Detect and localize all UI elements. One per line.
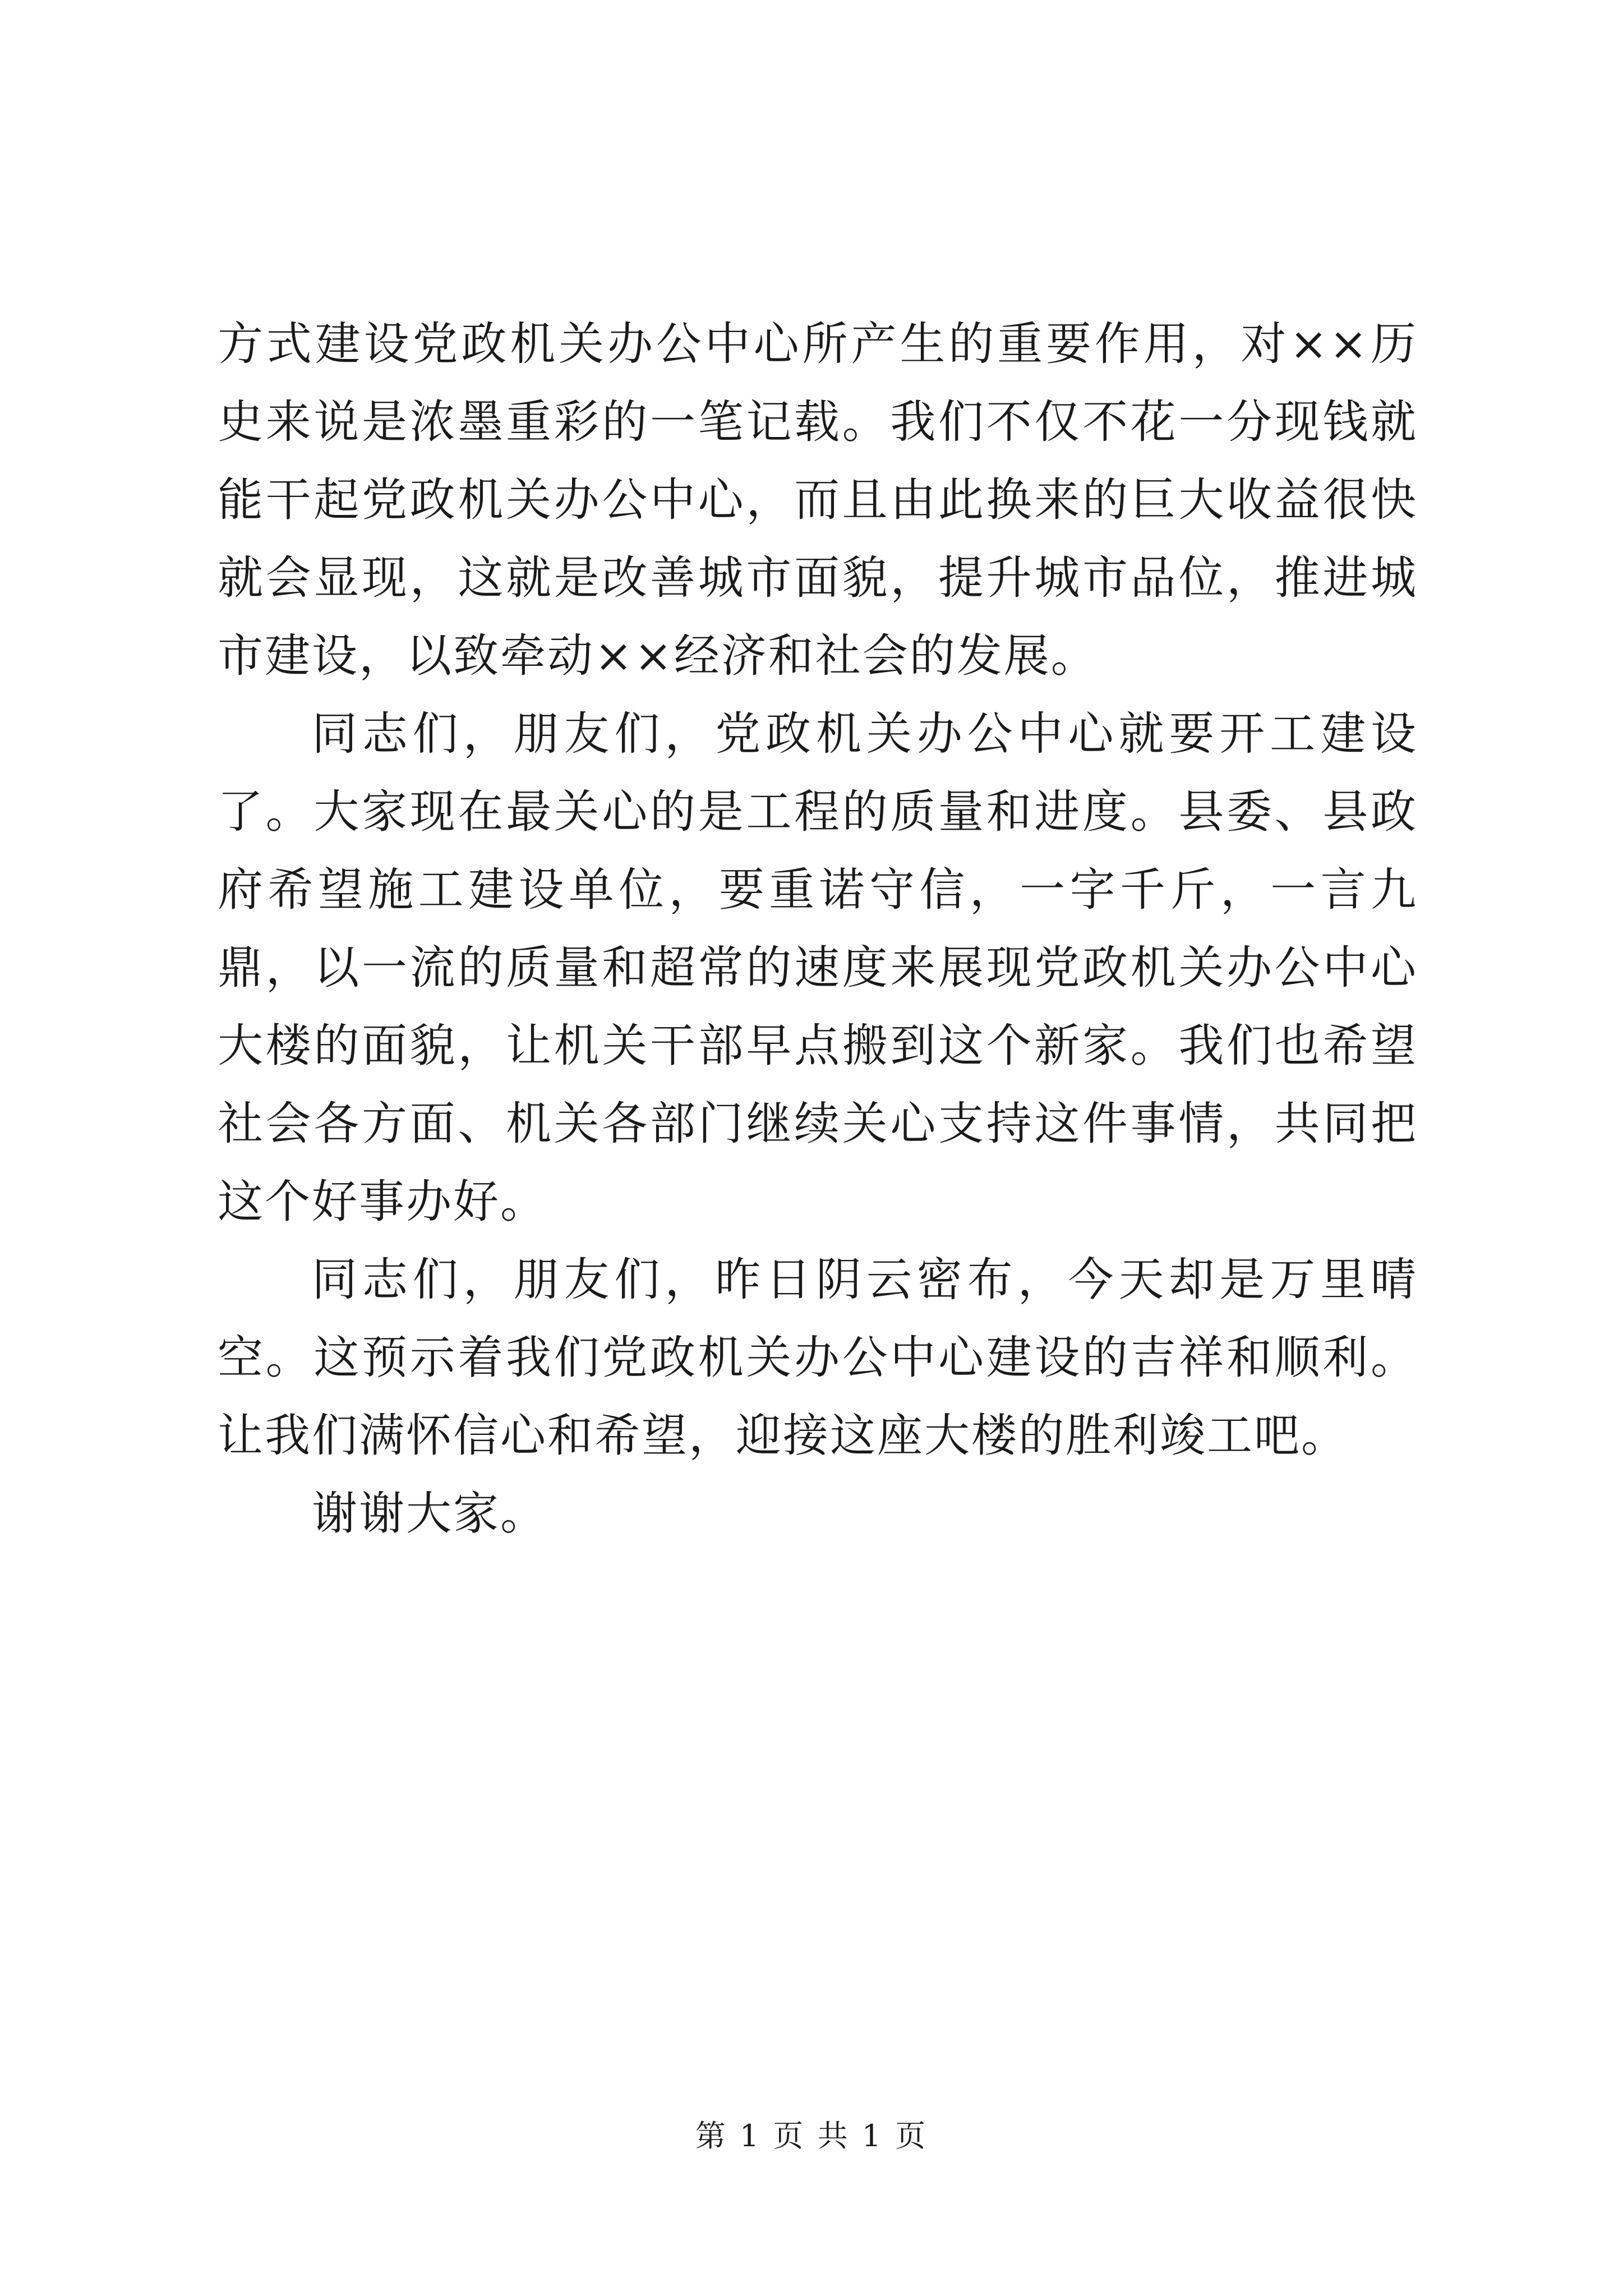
paragraph-1: 方式建设党政机关办公中心所产生的重要作用，对××历史来说是浓墨重彩的一笔记载。我们不仅不花一分现钱就能干起党政机关办公中心，而且由此换来的巨大收益很快就会显现，这就是改善城市面貌，提升城市品位，推进城市建设，以致牵动××经济和社会的发展。 (218, 318, 1418, 683)
page-footer (0, 2116, 1623, 2156)
paragraph-4: 谢谢大家。 (312, 1488, 548, 1540)
page-number-label: 第 1 页 共 1 页 (695, 2118, 928, 2154)
paragraph-2: 同志们，朋友们，党政机关办公中心就要开工建设了。大家现在最关心的是工程的质量和进度。县委、县政府希望施工建设单位，要重诺守信，一字千斤，一言九鼎，以一流的质量和超常的速度来展现党政机关办公中心大楼的面貌，让机关干部早点搬到这个新家。我们也希望社会各方面、机关各部门继续关心支持这件事情，共同把这个好事办好。 (218, 708, 1418, 1228)
paragraph-3: 同志们，朋友们，昨日阴云密布，今天却是万里晴空。这预示着我们党政机关办公中心建设的吉祥和顺利。让我们满怀信心和希望，迎接这座大楼的胜利竣工吧。 (218, 1254, 1418, 1462)
document-body (218, 306, 1418, 1553)
